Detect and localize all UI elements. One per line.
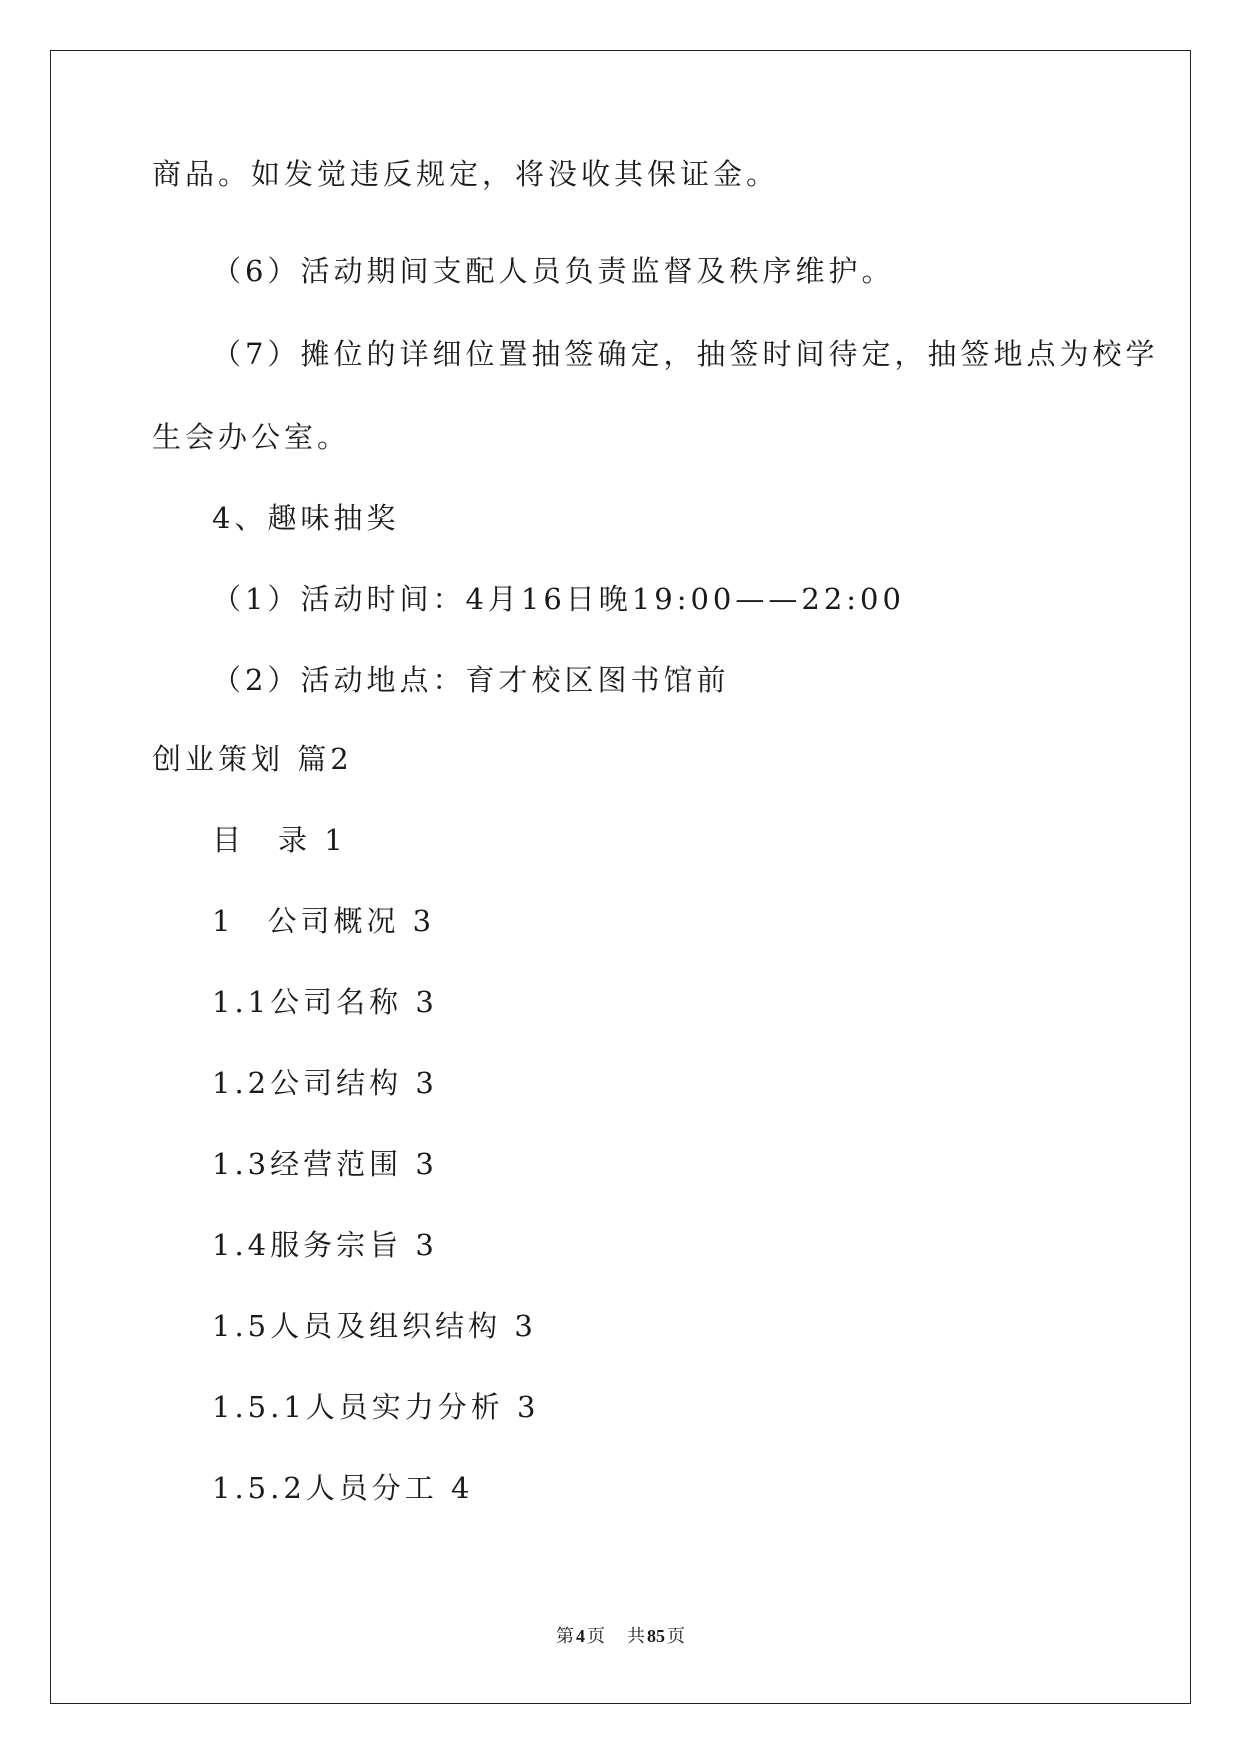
page-footer bbox=[0, 1622, 1241, 1648]
toc-entry: 1.2公司结构 3 bbox=[212, 1066, 438, 1100]
toc-entry: 1.5人员及组织结构 3 bbox=[212, 1309, 537, 1343]
toc-entry: 1.4服务宗旨 3 bbox=[212, 1228, 438, 1262]
toc-entry: 1.3经营范围 3 bbox=[212, 1147, 438, 1181]
section-heading: 创业策划 篇2 bbox=[152, 742, 353, 776]
toc-title: 目 录 1 bbox=[212, 823, 347, 857]
footer-total-suffix: 页 bbox=[667, 1626, 685, 1646]
body-line-6: （1）活动时间：4月16日晚19:00——22:00 bbox=[212, 582, 905, 616]
toc-entry: 1.1公司名称 3 bbox=[212, 985, 438, 1019]
body-line-1: 商品。如发觉违反规定，将没收其保证金。 bbox=[152, 157, 780, 191]
footer-total-prefix: 共 bbox=[627, 1626, 645, 1646]
footer-page-prefix: 第 bbox=[556, 1626, 574, 1646]
toc-entry: 1 公司概况 3 bbox=[212, 904, 436, 938]
toc-entry: 1.5.2人员分工 4 bbox=[212, 1471, 474, 1505]
footer-page-number: 4 bbox=[576, 1626, 585, 1646]
page-border bbox=[50, 50, 1191, 1704]
body-line-7: （2）活动地点：育才校区图书馆前 bbox=[212, 663, 730, 697]
body-line-2: （6）活动期间支配人员负责监督及秩序维护。 bbox=[212, 254, 895, 288]
footer-page-suffix: 页 bbox=[587, 1626, 605, 1646]
body-line-5: 4、趣味抽奖 bbox=[212, 501, 400, 535]
footer-total-pages: 85 bbox=[647, 1626, 665, 1646]
body-line-3: （7）摊位的详细位置抽签确定，抽签时间待定，抽签地点为校学 bbox=[212, 337, 1159, 371]
toc-entry: 1.5.1人员实力分析 3 bbox=[212, 1390, 540, 1424]
body-line-4: 生会办公室。 bbox=[152, 420, 351, 454]
